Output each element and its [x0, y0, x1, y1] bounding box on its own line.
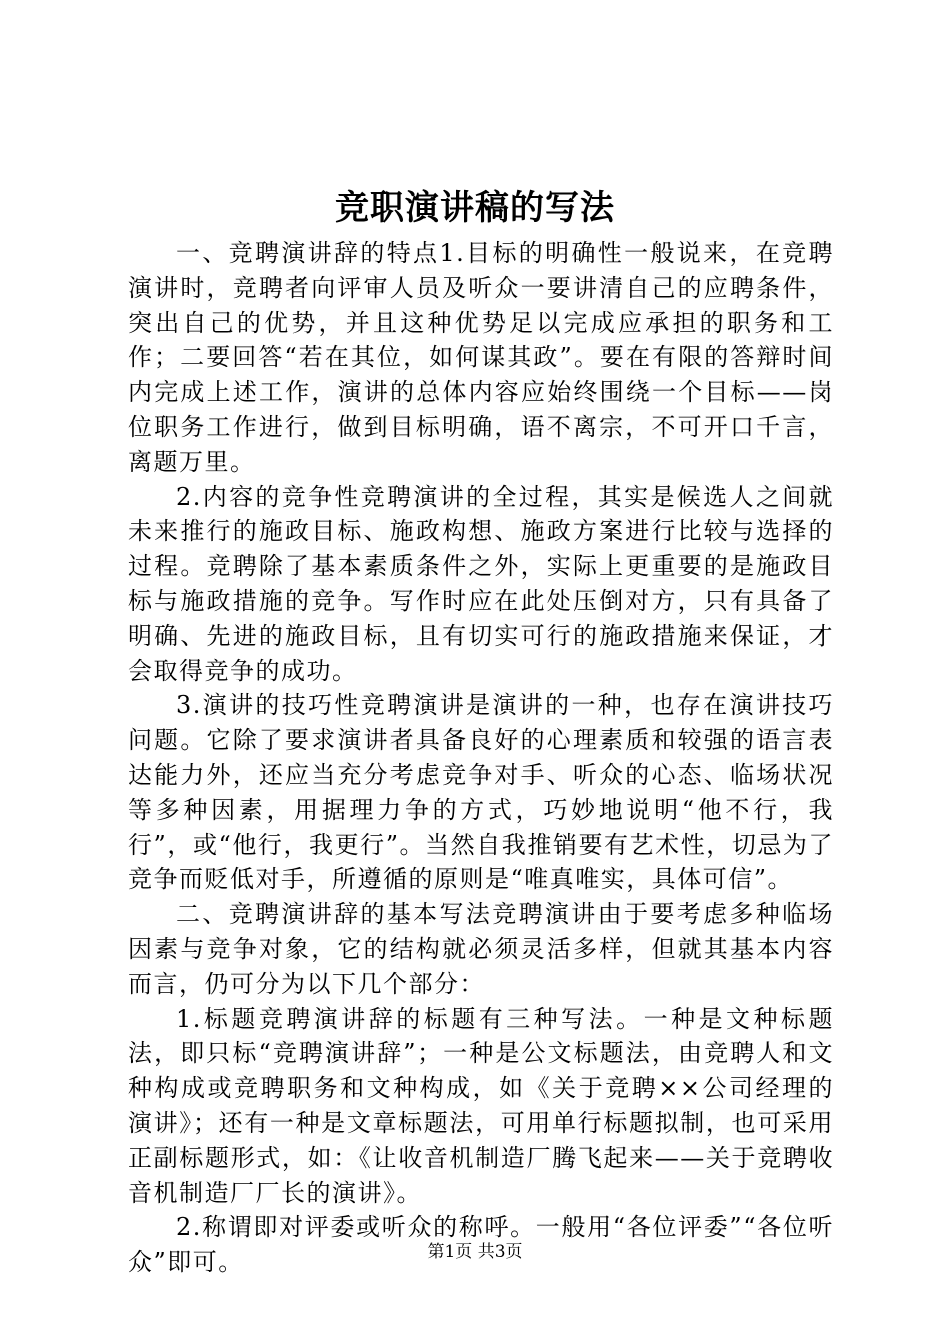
page-footer: 第1页 共3页 — [427, 1242, 523, 1262]
paragraph-4: 二、竞聘演讲辞的基本写法竞聘演讲由于要考虑多种临场因素与竞争对象，它的结构就必须灵活多样，但就其基本内容而言，仍可分为以下几个部分： — [128, 900, 834, 998]
document-body — [128, 236, 834, 1280]
paragraph-2: 2.内容的竞争性竞聘演讲的全过程，其实是候选人之间就未来推行的施政目标、施政构想、施政方案进行比较与选择的过程。竞聘除了基本素质条件之外，实际上更重要的是施政目标与施政措施的竞争。写作时应在此处压倒对方，只有具备了明确、先进的施政目标，且有切实可行的施政措施来保证，才会取得竞争的成功。 — [128, 482, 834, 685]
page-title: 竞职演讲稿的写法 — [335, 188, 615, 228]
paragraph-6: 2.称谓即对评委或听众的称呼。一般用“各位评委”“各位听众”即可。 — [128, 1213, 834, 1277]
paragraph-3: 3.演讲的技巧性竞聘演讲是演讲的一种，也存在演讲技巧问题。它除了要求演讲者具备良好的心理素质和较强的语言表达能力外，还应当充分考虑竞争对手、听众的心态、临场状况等多种因素，用据理力争的方式，巧妙地说明“他不行，我行”，或“他行，我更行”。当然自我推销要有艺术性，切忌为了竞争而贬低对手，所遵循的原则是“唯真唯实，具体可信”。 — [128, 691, 834, 894]
paragraph-1: 一、竞聘演讲辞的特点1.目标的明确性一般说来，在竞聘演讲时，竞聘者向评审人员及听众一要讲清自己的应聘条件，突出自己的优势，并且这种优势足以完成应承担的职务和工作；二要回答“若在其位，如何谋其政”。要在有限的答辩时间内完成上述工作，演讲的总体内容应始终围绕一个目标——岗位职务工作进行，做到目标明确，语不离宗，不可开口千言，离题万里。 — [128, 239, 834, 476]
paragraph-5: 1.标题竞聘演讲辞的标题有三种写法。一种是文种标题法，即只标“竞聘演讲辞”；一种是公文标题法，由竞聘人和文种构成或竞聘职务和文种构成，如《关于竞聘××公司经理的演讲》；还有一种是文章标题法，可用单行标题拟制，也可采用正副标题形式，如：《让收音机制造厂腾飞起来——关于竞聘收音机制造厂厂长的演讲》。 — [128, 1004, 834, 1207]
